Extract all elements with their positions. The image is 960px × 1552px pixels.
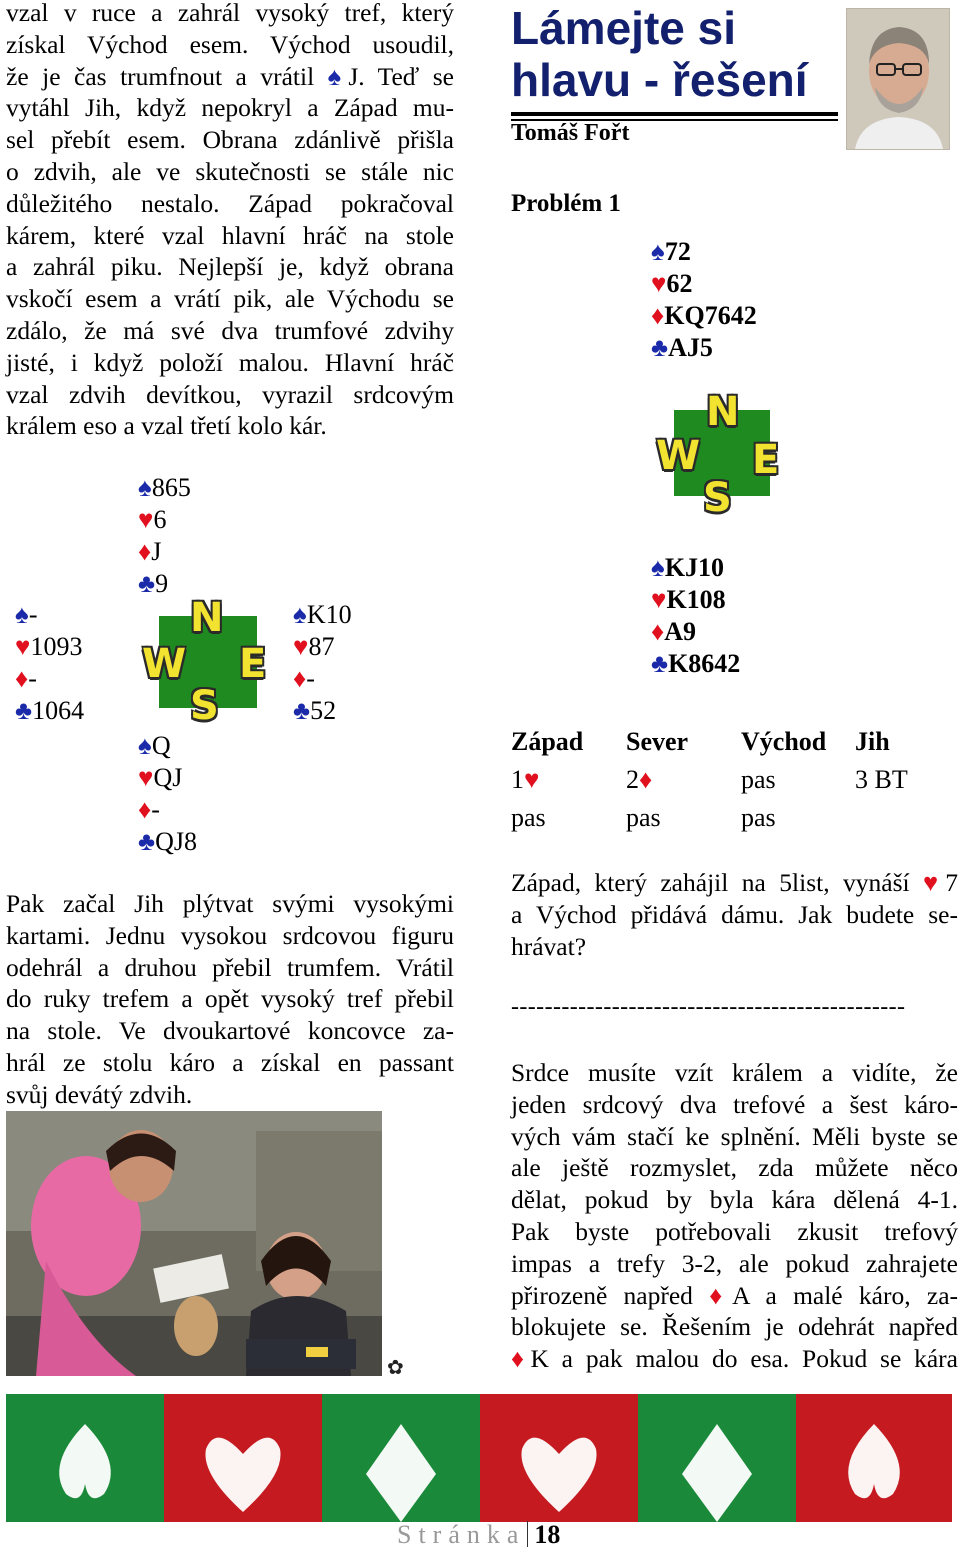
card-holding: 87 xyxy=(308,632,335,661)
text-line: Pak začal Jih plýtvat svými vysokými xyxy=(6,889,454,918)
players-photo-illustration xyxy=(6,1111,382,1376)
heart-icon: ♥ xyxy=(651,585,667,614)
text-line: ale ještě rozmyslet, zda můžete něco xyxy=(511,1153,958,1183)
spade-icon: ♠ xyxy=(651,237,665,266)
text-line: o zdvih, ale ve skutečnosti se stále nic xyxy=(6,156,454,186)
bid-cell: pas xyxy=(626,803,661,832)
diagram2-south-hand xyxy=(651,552,740,680)
club-icon: ♣ xyxy=(293,696,311,725)
text-line: vzal zdvih devítkou, vyrazil srdcovým xyxy=(6,379,454,409)
footer-divider xyxy=(527,1521,528,1547)
text-line: důležitého nestalo. Západ pokračoval xyxy=(6,188,454,218)
diamond-icon: ♦ xyxy=(15,664,29,693)
card-holding: K108 xyxy=(666,585,726,614)
heart-icon: ♥ xyxy=(651,269,667,298)
text-line: svůj devátý zdvih. xyxy=(6,1079,193,1109)
compass-north: N xyxy=(706,389,740,435)
compass-west: W xyxy=(142,641,187,687)
diamond-icon: ♦ xyxy=(511,1344,531,1374)
text-segment: A a malé káro, za- xyxy=(732,1280,959,1310)
club-icon: ♣ xyxy=(651,649,669,678)
compass-east: E xyxy=(239,641,267,687)
compass-north: N xyxy=(190,595,224,641)
card-holding: - xyxy=(151,795,160,824)
diamond-icon: ♦ xyxy=(138,795,152,824)
text-segment: 7 xyxy=(945,868,959,897)
left-top-paragraph xyxy=(6,0,454,442)
card-holding: QJ8 xyxy=(155,827,197,856)
separator-dashes: ----------------------------------------------- xyxy=(511,994,906,1020)
card-holding: 1093 xyxy=(30,632,83,661)
card-holding: A9 xyxy=(664,617,697,646)
spade-icon: ♠ xyxy=(327,61,349,91)
text-line: získal Východ esem. Východ usoudil, xyxy=(6,29,454,59)
card-holding: 72 xyxy=(664,237,691,266)
text-line: hrávat? xyxy=(511,931,587,961)
page-footer xyxy=(397,1520,560,1550)
text-line xyxy=(511,1343,958,1375)
text-line: dělat, pokud by byla kára dělená 4-1. xyxy=(511,1185,958,1215)
text-line: vzal v ruce a zahrál vysoký tref, který xyxy=(6,0,454,27)
bid-cell xyxy=(626,765,652,795)
diamond-icon: ♦ xyxy=(651,617,665,646)
card-holding: 6 xyxy=(153,505,167,534)
club-icon: ♣ xyxy=(651,333,669,362)
heart-icon: ♥ xyxy=(15,632,31,661)
text-line xyxy=(6,61,454,93)
text-line: Srdce musíte vzít králem a vidíte, že xyxy=(511,1058,958,1087)
card-holding: 9 xyxy=(155,569,169,598)
card-holding: 865 xyxy=(151,473,191,502)
card-holding: AJ5 xyxy=(668,333,713,362)
spade-icon: ♠ xyxy=(293,600,307,629)
compass-rose xyxy=(140,595,275,729)
text-line: králem eso a vzal třetí kolo kár. xyxy=(6,411,327,441)
spade-icon: ♠ xyxy=(651,553,665,582)
bid-cell: pas xyxy=(511,803,546,832)
bidding-header-west: Západ xyxy=(511,727,584,756)
card-holding: 62 xyxy=(666,269,693,298)
text-line: zdálo, že má své dva trumfové zdvihy xyxy=(6,315,454,345)
title-line: Lámejte si xyxy=(511,2,736,54)
text-segment: J. Teď se xyxy=(348,61,455,91)
page-number: 18 xyxy=(534,1520,561,1549)
club-icon: ♣ xyxy=(138,569,156,598)
bidding-header-east: Východ xyxy=(741,727,827,756)
bid-cell: pas xyxy=(741,803,776,832)
diamond-icon: ♦ xyxy=(293,664,307,693)
diamond-icon: ♦ xyxy=(709,1280,733,1310)
card-holding: J xyxy=(151,537,162,566)
author-name: Tomáš Fořt xyxy=(511,120,630,146)
title-rule xyxy=(511,112,838,116)
heart-icon: ♥ xyxy=(293,632,309,661)
card-holding: - xyxy=(306,664,315,693)
diamond-icon: ♦ xyxy=(639,765,653,794)
bid-value: 1 xyxy=(511,765,524,794)
compass-rose xyxy=(653,389,788,521)
bid-cell: pas xyxy=(741,765,776,794)
card-holding: - xyxy=(28,664,37,693)
flower-ornament-icon: ✿ xyxy=(387,1357,404,1379)
bid-cell: 3 BT xyxy=(855,765,908,794)
suit-banner-illustration xyxy=(6,1394,952,1522)
heart-icon: ♥ xyxy=(138,505,154,534)
left-bottom-paragraph xyxy=(6,888,454,1111)
text-line: kárem, které vzal hlavní hráč na stole xyxy=(6,220,454,250)
card-holding: 1064 xyxy=(32,696,85,725)
compass-south: S xyxy=(703,475,732,521)
text-line: vých vám stačí ke splnění. Měli byste se xyxy=(511,1121,958,1151)
title-line: hlavu - řešení xyxy=(511,54,808,106)
text-line: a Východ přidává dámu. Jak budete se- xyxy=(511,899,958,929)
spade-icon: ♠ xyxy=(138,473,152,502)
diamond-icon: ♦ xyxy=(138,537,152,566)
diagram1-south-hand xyxy=(138,730,197,858)
author-portrait xyxy=(846,8,950,150)
club-icon: ♣ xyxy=(15,696,33,725)
text-line: blokujete se. Řešením je odehrát napřed xyxy=(511,1312,958,1342)
compass-west: W xyxy=(656,433,701,479)
spade-icon: ♠ xyxy=(15,600,29,629)
heart-icon: ♥ xyxy=(138,763,154,792)
card-holding: 52 xyxy=(310,696,337,725)
text-line: jisté, i když položí malou. Hlavní hráč xyxy=(6,347,454,377)
text-line: na stole. Ve dvoukartové koncovce za- xyxy=(6,1016,454,1046)
card-holding: QJ xyxy=(153,763,183,792)
diagram1-north-hand xyxy=(138,472,191,600)
club-icon: ♣ xyxy=(138,827,156,856)
card-holding: - xyxy=(28,600,38,629)
diagram2-north-hand xyxy=(651,236,757,364)
solution-paragraph xyxy=(511,1057,958,1375)
text-line: odehrál a druhou přebil trumfem. Vrátil xyxy=(6,952,454,982)
text-line: hrál ze stolu káro a získal en passant xyxy=(6,1047,454,1077)
text-line: jeden srdcový dva trefové a šest káro- xyxy=(511,1089,958,1119)
text-line: do ruky trefem a opět vysoký tref přebil xyxy=(6,984,454,1014)
heart-icon: ♥ xyxy=(524,765,540,794)
bid-cell xyxy=(511,765,539,795)
compass-south: S xyxy=(190,683,219,729)
card-holding: Q xyxy=(151,731,171,760)
card-holding: KJ10 xyxy=(664,553,725,582)
players-photo xyxy=(6,1111,382,1376)
heart-icon: ♥ xyxy=(923,868,946,897)
text-line xyxy=(511,1280,958,1312)
bid-value: 2 xyxy=(626,765,639,794)
text-segment: že je čas trumfnout a vrátil xyxy=(6,61,328,91)
problem-paragraph xyxy=(511,867,958,962)
text-line xyxy=(511,867,958,899)
text-line: kartami. Jednu vysokou srdcovou figuru xyxy=(6,920,454,950)
text-segment: K a pak malou do esa. Pokud se kára xyxy=(530,1344,958,1374)
problem-label: Problém 1 xyxy=(511,190,621,217)
diamond-icon: ♦ xyxy=(651,301,665,330)
card-holding: K8642 xyxy=(668,649,741,678)
card-holding: K10 xyxy=(306,600,352,629)
text-line: Pak byste potřebovali zkusit trefový xyxy=(511,1216,958,1246)
diagram1-west-hand xyxy=(15,599,84,727)
bidding-header-south: Jih xyxy=(855,727,890,756)
text-line: vytáhl Jih, když nepokryl a Západ mu- xyxy=(6,93,454,123)
page-title xyxy=(511,2,808,106)
diagram1-east-hand xyxy=(293,599,352,727)
author-portrait-illustration xyxy=(847,9,949,149)
text-line: vskočí esem a vrátí pik, ale Východu se xyxy=(6,284,454,314)
suit-banner xyxy=(6,1394,952,1522)
text-segment: přirozeně napřed xyxy=(511,1280,710,1310)
text-line: a zahrál piku. Nejlepší je, když obrana xyxy=(6,252,454,282)
page-label: Stránka xyxy=(397,1520,526,1549)
text-segment: Západ, který zahájil na 5list, vynáší xyxy=(511,868,924,897)
card-holding: KQ7642 xyxy=(664,301,757,330)
text-line: impas a trefy 3-2, ale pokud zahrajete xyxy=(511,1248,958,1278)
bidding-header-north: Sever xyxy=(626,727,689,756)
compass-east: E xyxy=(752,437,780,483)
text-line: sel přebít esem. Obrana zdánlivě přišla xyxy=(6,125,454,155)
spade-icon: ♠ xyxy=(138,731,152,760)
